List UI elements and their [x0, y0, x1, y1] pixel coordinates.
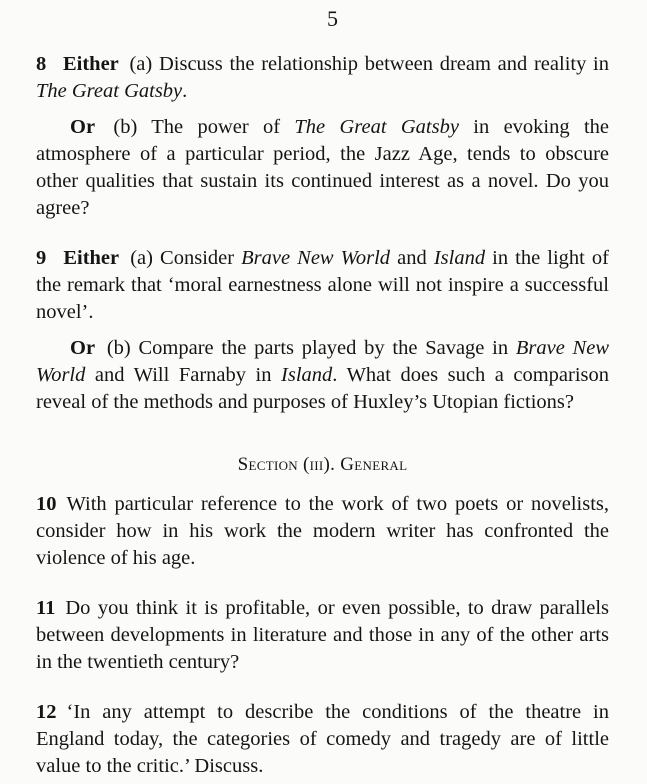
question-text: and: [390, 246, 434, 269]
page-number: 5: [327, 6, 338, 31]
option-label: (b): [106, 336, 131, 359]
question-11: [36, 595, 609, 677]
question-text: Consider: [152, 246, 242, 269]
question-8a: [36, 51, 609, 106]
question-8: [36, 51, 609, 223]
question-text: and Will Farnaby in: [85, 363, 282, 386]
question-text: Compare the parts played by the Savage in: [130, 336, 516, 359]
question-text: .: [182, 80, 188, 103]
question-number: 11: [36, 596, 56, 619]
book-title: Island: [281, 363, 333, 386]
book-title: The Great Gatsby: [36, 80, 183, 103]
book-title: Island: [433, 246, 486, 269]
question-text: The power of: [137, 115, 295, 138]
question-9a: [36, 245, 609, 327]
question-text: ‘In any attempt to describe the conditions of the theatre in England today, the categories of comedy and tragedy are of little value to the critic.’ Discuss.: [36, 700, 609, 778]
book-title: The Great Gatsby: [294, 115, 459, 138]
question-9b: [36, 335, 609, 417]
or-keyword: Or: [70, 115, 96, 138]
either-keyword: Either: [63, 246, 120, 269]
question-number: 12: [36, 700, 57, 723]
question-number: 8: [36, 53, 47, 75]
question-text: Do you think it is profitable, or even possible, to draw parallels between developments in literature and those in any of the other arts in the twentieth century?: [36, 596, 609, 674]
question-text: Discuss the relationship between dream and reality in: [152, 53, 609, 75]
question-text: With particular reference to the work of two poets or novelists, consider how in his work the modern writer has confronted the violence of his age.: [36, 492, 609, 570]
or-keyword: Or: [70, 336, 96, 359]
either-keyword: Either: [62, 53, 119, 75]
question-number: 10: [36, 492, 57, 515]
question-12: [36, 699, 609, 781]
option-label: (b): [113, 115, 138, 138]
section-heading: Section (iii). General: [237, 453, 408, 475]
question-text: in the light of the remark that ‘moral earnestness alone will not inspire a successful novel’.: [36, 246, 610, 324]
question-10: [36, 491, 609, 573]
question-text: . What does such a comparison reveal of the methods and purposes of Huxley’s Utopian fictions?: [36, 363, 610, 414]
question-9: [36, 245, 609, 417]
question-number: 9: [36, 246, 47, 269]
question-8b: [36, 114, 609, 223]
question-text: in evoking the atmosphere of a particular period, the Jazz Age, tends to obscure other qualities that sustain its continued interest as a novel. Do you agree?: [36, 115, 609, 220]
book-title: Brave New World: [36, 336, 610, 386]
option-label: (a): [129, 53, 153, 75]
book-title: Brave New World: [241, 246, 391, 269]
option-label: (a): [130, 246, 153, 269]
